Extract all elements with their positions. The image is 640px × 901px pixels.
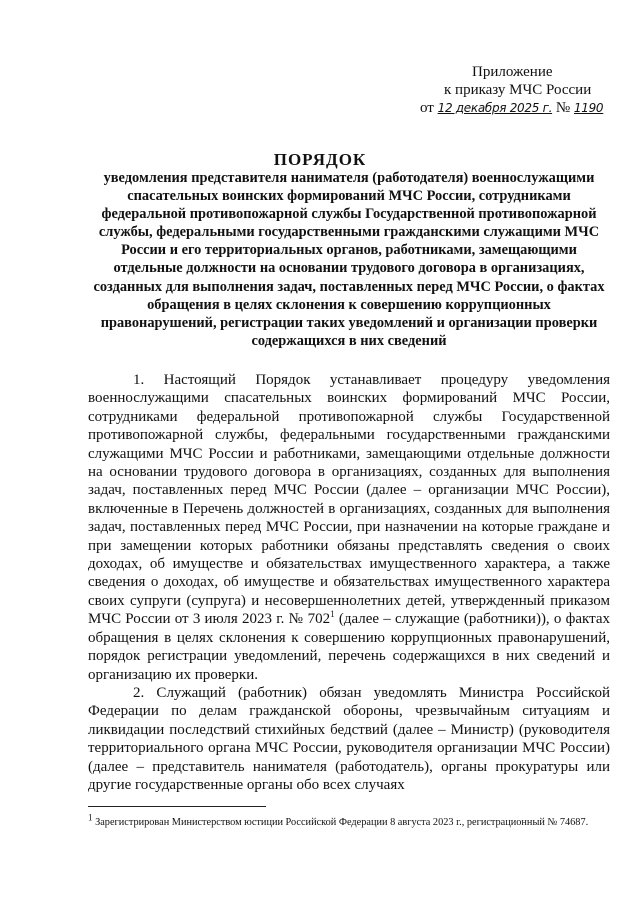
paragraph-2: 2. Служащий (работник) обязан уведомлять Министра Российской Федерации по делам гражданской обороны, чрезвычайным ситуациям и ликвидации последствий стихийных бедствий (далее – Министр) (руководителя территориального органа МЧС России, руководителя организации МЧС России) (далее – представитель нанимателя (работодатель), органы прокуратуры или другие государственные органы обо всех случаях [88,684,610,793]
handwritten-number: 1190 [573,101,604,115]
date-prefix: от [420,100,434,116]
appendix-block [420,63,620,117]
footnote-text: Зарегистрирован Министерством юстиции Российской Федерации 8 августа 2023 г., регистрационный № 74687. [92,817,589,828]
footnote [88,814,610,832]
footnote-ref: 1 [330,609,335,620]
footnote-divider [88,806,266,807]
paragraph-1-text: 1. Настоящий Порядок устанавливает процедуру уведомления военнослужащими спасательных воинских формирований МЧС России, сотрудниками федеральной противопожарной службы Государственной противопожарной службы, федеральными государственными гражданскими служащими МЧС России и работниками, замещающими отдельные должности на основании трудового договора в организациях, созданных для выполнения задач, поставленных перед МЧС России (далее – организации МЧС России), включенные в Перечень должностей в организациях, созданных для выполнения задач, поставленных перед МЧС России, при назначении на которые граждане и при замещении которых работники обязаны представлять сведения о своих доходах, об имуществе и обязательствах имущественного характера, а также сведения о доходах, об имуществе и обязательствах имущественного характера своих супруги (супруга) и несовершеннолетних детей, утвержденный приказом МЧС России от 3 июля 2023 г. № 702 [88,372,610,628]
order-reference: к приказу МЧС России [444,82,592,98]
number-label: № [555,100,571,116]
paragraph-1 [88,371,610,684]
footnote-marker: 1 [88,812,93,823]
document-subtitle: уведомления представителя нанимателя (работодателя) военнослужащими спасательных воинских формирований МЧС России, сотрудниками федеральной противопожарной службы Государственной противопожарной службы, федеральными государственными гражданскими служащими МЧС России и его территориальных органов, работниками, замещающими отдельные должности на основании трудового договора в организациях, созданных для выполнения задач, поставленных перед МЧС России, о фактах обращения в целях склонения к совершению коррупционных правонарушений, регистрации таких уведомлений и организации проверки содержащихся в них сведений [93,170,605,349]
paragraph-1-continuation: (далее – служащие (работники)), о фактах обращения в целях склонения к совершению коррупционных правонарушений, порядок регистрации уведомлений, перечень содержащихся в них сведений и организацию их проверки. [88,611,610,683]
document-title: ПОРЯДОК [273,150,367,169]
handwritten-date: 12 декабря 2025 г. [437,101,553,115]
document-body [88,371,610,794]
order-date-line [420,99,620,117]
appendix-label: Приложение [472,64,553,80]
